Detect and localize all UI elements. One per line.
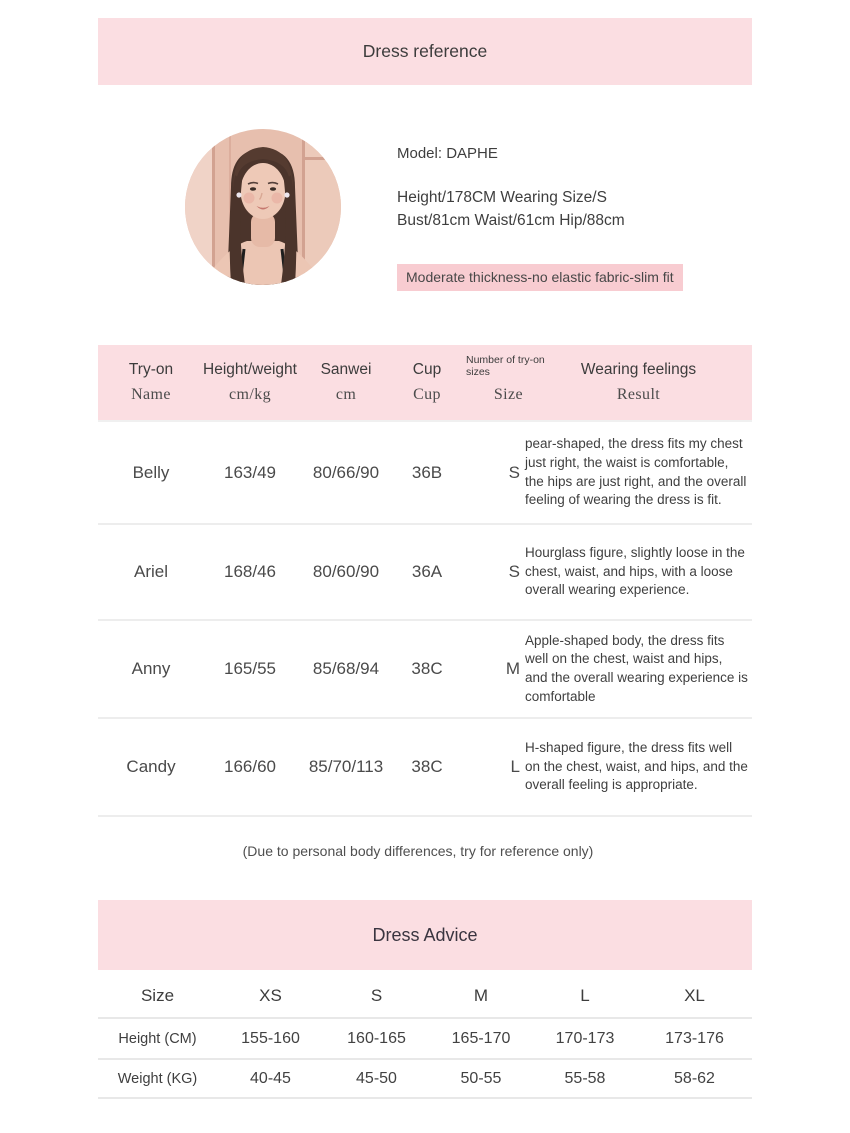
tryon-height-weight: 165/55 bbox=[224, 659, 276, 678]
model-measurements bbox=[397, 187, 727, 232]
table-row bbox=[98, 621, 752, 719]
tryon-sanwei: 80/66/90 bbox=[312, 462, 380, 482]
height-row bbox=[98, 1017, 752, 1058]
tryon-feeling: Hourglass figure, slightly loose in the chest, waist, and hips, with a loose overall wearing experience. bbox=[525, 545, 745, 598]
size-advice-header bbox=[98, 975, 752, 1017]
tryon-feeling: Apple-shaped body, the dress fits well on the chest, waist and hips, and the overall wearing experience is comfortable bbox=[525, 632, 748, 704]
tryon-feeling: H-shaped figure, the dress fits well on the chest, waist, and hips, and the overall feeling is appropriate. bbox=[525, 740, 748, 793]
tryon-name: Belly bbox=[132, 462, 170, 482]
advice-banner bbox=[98, 900, 752, 970]
disclaimer-note: (Due to personal body differences, try for reference only) bbox=[242, 843, 594, 859]
size-advice-table bbox=[98, 975, 752, 1099]
header-cup: Cup Cup bbox=[412, 361, 442, 403]
model-bust-waist-hip: Bust/81cm Waist/61cm Hip/88cm bbox=[397, 211, 625, 229]
tryon-cup: 36A bbox=[411, 562, 443, 581]
tryon-height-weight: 163/49 bbox=[224, 462, 276, 482]
weight-l: 55-58 bbox=[564, 1069, 606, 1087]
height-m: 165-170 bbox=[451, 1029, 511, 1047]
header-size: Number of try-on sizes Size bbox=[466, 354, 545, 403]
tryon-size: M bbox=[505, 659, 520, 678]
size-col-s: S bbox=[370, 986, 383, 1005]
model-height-size: Height/178CM Wearing Size/S bbox=[397, 189, 607, 206]
size-header-label: Size bbox=[140, 986, 175, 1005]
model-info bbox=[397, 145, 727, 291]
size-col-m: M bbox=[473, 986, 489, 1005]
weight-xl: 58-62 bbox=[674, 1069, 715, 1087]
tryon-name: Ariel bbox=[133, 562, 168, 581]
header-sanwei: Sanwei cm bbox=[320, 361, 372, 403]
model-name: Model: DAPHE bbox=[397, 145, 498, 162]
tryon-height-weight: 168/46 bbox=[224, 562, 276, 581]
model-portrait-illustration bbox=[185, 129, 341, 285]
tryon-sanwei: 80/60/90 bbox=[312, 562, 380, 581]
tryon-sanwei: 85/68/94 bbox=[312, 659, 380, 678]
tryon-table bbox=[98, 345, 752, 817]
tryon-cup: 36B bbox=[411, 462, 443, 482]
weight-m: 50-55 bbox=[460, 1069, 502, 1087]
height-l: 170-173 bbox=[555, 1029, 615, 1047]
height-xl: 173-176 bbox=[665, 1029, 724, 1047]
model-photo bbox=[185, 129, 341, 285]
tryon-cup: 38C bbox=[411, 757, 443, 776]
weight-xs: 40-45 bbox=[250, 1069, 291, 1087]
tryon-name: Anny bbox=[131, 659, 171, 678]
weight-row bbox=[98, 1058, 752, 1099]
tryon-sanwei: 85/70/113 bbox=[308, 757, 384, 776]
tryon-feeling: pear-shaped, the dress fits my chest just right, the waist is comfortable, the hips are just right, and the overall feeling of wearing the dress is fit. bbox=[525, 436, 747, 508]
header-height-weight: Height/weight cm/kg bbox=[203, 361, 297, 403]
weight-row-label: Weight (KG) bbox=[117, 1070, 198, 1087]
tryon-name: Candy bbox=[126, 757, 176, 776]
fabric-highlight: Moderate thickness-no elastic fabric-slim fit bbox=[397, 264, 683, 291]
header-wearing-feelings: Wearing feelings Result bbox=[580, 361, 697, 403]
size-col-xl: XL bbox=[684, 986, 705, 1005]
page-title: Dress reference bbox=[362, 41, 488, 61]
tryon-cup: 38C bbox=[411, 659, 443, 678]
tryon-size: L bbox=[510, 757, 520, 776]
height-xs: 155-160 bbox=[241, 1029, 300, 1047]
table-row bbox=[98, 719, 752, 817]
size-col-xs: XS bbox=[259, 986, 282, 1005]
header-tryon-name: Try-on Name bbox=[128, 361, 174, 403]
tryon-table-header bbox=[98, 345, 752, 420]
title-banner bbox=[98, 18, 752, 85]
tryon-size: S bbox=[508, 562, 520, 581]
weight-s: 45-50 bbox=[356, 1069, 397, 1087]
height-row-label: Height (CM) bbox=[118, 1030, 197, 1047]
table-row bbox=[98, 420, 752, 525]
tryon-height-weight: 166/60 bbox=[224, 757, 276, 776]
height-s: 160-165 bbox=[347, 1029, 406, 1047]
table-row bbox=[98, 525, 752, 621]
size-col-l: L bbox=[580, 986, 590, 1005]
tryon-size: S bbox=[508, 462, 520, 482]
advice-title: Dress Advice bbox=[372, 924, 478, 945]
